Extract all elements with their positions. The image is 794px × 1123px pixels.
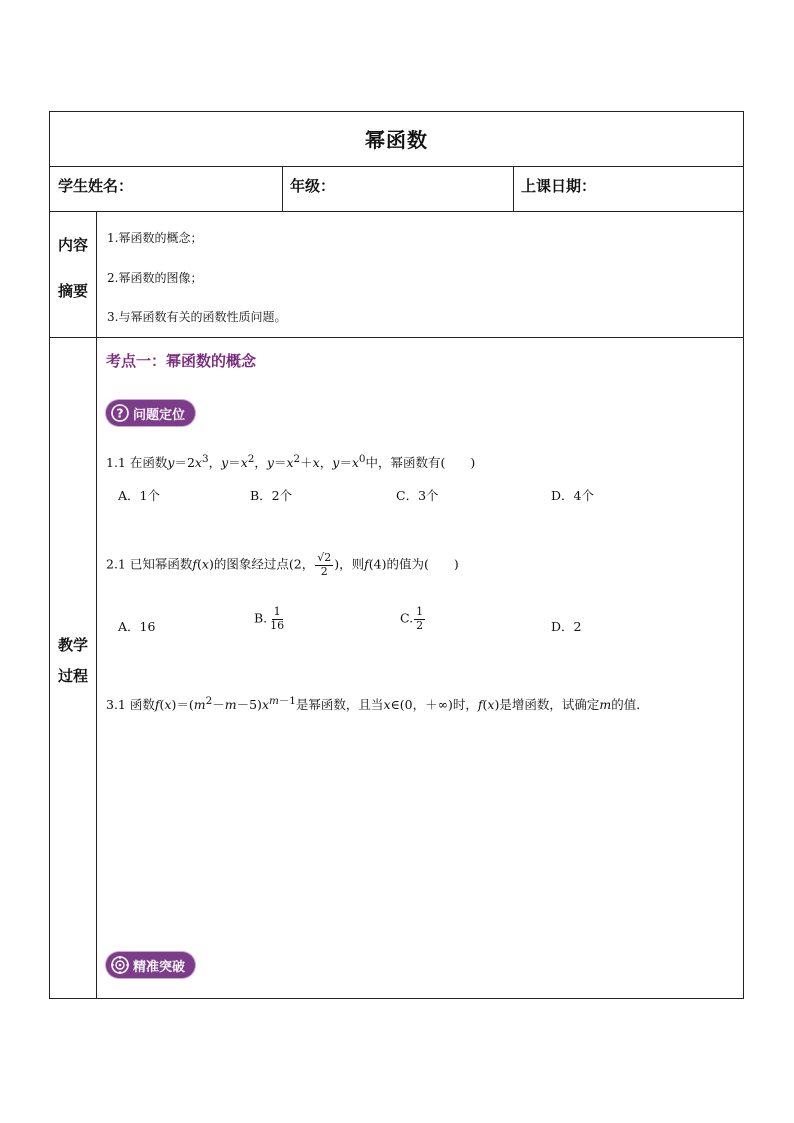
q1-option-b: B．2个 bbox=[250, 488, 293, 503]
info-divider bbox=[50, 211, 743, 212]
student-name-label: 学生姓名： bbox=[58, 177, 134, 195]
q1-option-c: C．3个 bbox=[396, 488, 439, 503]
label-col-divider bbox=[96, 211, 97, 998]
breakthrough-badge bbox=[106, 952, 195, 978]
question-1-1: 1.1 在函数$y=2x^3$，$y=x^2$，$y=x^2+x$，$y=x^0$中，幂函数有( ) bbox=[106, 453, 476, 471]
summary-label-line1: 内容 bbox=[57, 236, 88, 254]
q2-option-d: D．2 bbox=[551, 619, 582, 634]
q2-option-a: A．16 bbox=[118, 619, 156, 634]
q1-option-a: A．1个 bbox=[118, 488, 160, 503]
crosshair-target-icon bbox=[110, 955, 130, 975]
q2-option-b: B. $\frac{1}{16}$ bbox=[254, 605, 285, 632]
title-divider bbox=[50, 166, 743, 167]
lesson-table bbox=[49, 111, 744, 999]
problem-badge bbox=[106, 400, 195, 426]
info-col-divider-2 bbox=[513, 166, 514, 211]
summary-item: 1.幂函数的概念； bbox=[107, 231, 203, 245]
question-2-1: 2.1 已知幂函数f(x)的图象经过点(2， $\frac{√2}{2}$ )，则f(4)的值为( ) bbox=[106, 551, 459, 578]
question-3-1: 3.1 函数$f(x)=(m^2-m-5)x^{m-1}$是幂函数，且当x∈(0，＋∞)时，f(x)是增函数，试确定m的值． bbox=[106, 695, 649, 713]
process-label-line1: 教学 bbox=[57, 636, 88, 654]
question-target-icon bbox=[110, 403, 130, 423]
section-heading: 考点一：幂函数的概念 bbox=[106, 352, 257, 370]
summary-item: 2.幂函数的图像； bbox=[107, 271, 203, 285]
breakthrough-badge-label: 精准突破 bbox=[133, 959, 186, 975]
summary-label-line2: 摘要 bbox=[57, 282, 88, 300]
summary-divider bbox=[50, 337, 743, 338]
grade-label: 年级： bbox=[290, 177, 336, 195]
q2-option-c: C. $\frac{1}{2}$ bbox=[400, 605, 424, 632]
summary-item: 3.与幂函数有关的函数性质问题。 bbox=[107, 310, 287, 324]
svg-text:?: ? bbox=[116, 406, 124, 421]
info-col-divider-1 bbox=[282, 166, 283, 211]
class-date-label: 上课日期： bbox=[521, 177, 597, 195]
process-label-line2: 过程 bbox=[57, 667, 88, 685]
q1-option-d: D．4个 bbox=[551, 488, 594, 503]
page-title: 幂函数 bbox=[365, 128, 428, 152]
problem-badge-label: 问题定位 bbox=[133, 407, 186, 423]
